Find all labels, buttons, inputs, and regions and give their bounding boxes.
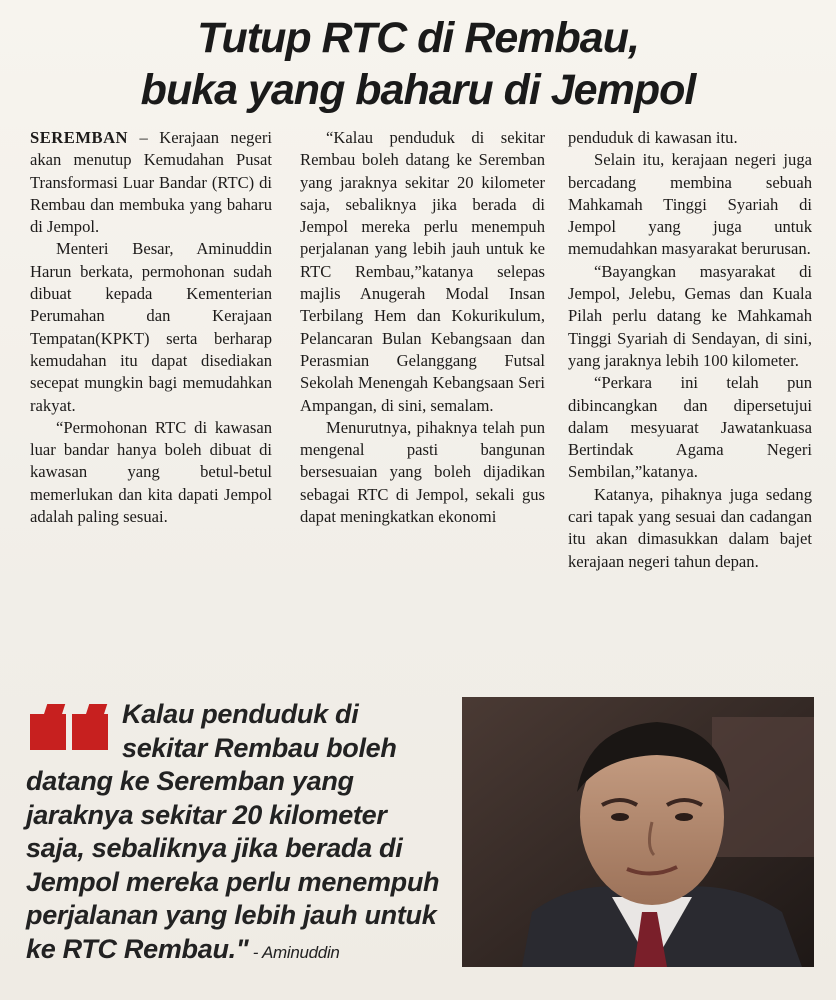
portrait-illustration	[462, 697, 814, 967]
article-body	[30, 127, 810, 677]
pull-quote	[26, 690, 496, 980]
portrait-photo	[462, 697, 814, 967]
paragraph: Selain itu, kerajaan negeri juga bercadang membina sebuah Mahkamah Tinggi Syariah di Jempol yang juga untuk memudahkan masyarakat berurusan.	[568, 150, 812, 259]
headline-line-1: Tutup RTC di Rembau,	[197, 14, 639, 62]
paragraph-text: – Kerajaan negeri akan menutup Kemudahan Pusat Transformasi Luar Bandar (RTC) di Rembau dan membuka yang baharu di Jempol.	[30, 128, 272, 237]
quote-attribution: - Aminuddin	[248, 942, 340, 962]
paragraph: penduduk di kawasan itu.	[568, 128, 738, 147]
paragraph: Menurutnya, pihaknya telah pun mengenal pasti bangunan bersesuaian yang boleh dijadikan sebagai RTC di Jempol, sekali gus dapat meningkatkan ekonomi	[300, 417, 545, 527]
pull-quote-line: Kalau penduduk di	[122, 699, 359, 729]
paragraph: “Perkara ini telah pun dibincangkan dan dipersetujui dalam mesyuarat Jawatankuasa Bertindak Agama Negeri Sembilan,”katanya.	[568, 373, 812, 482]
paragraph: Menteri Besar, Aminuddin Harun berkata, permohonan sudah dibuat kepada Kementerian Perumahan dan Kerajaan Tempatan(KPKT) serta berharap kemudahan itu dapat disediakan secepat mungkin bagi memudahkan rakyat.	[30, 239, 272, 415]
pull-quote-line: sekitar Rembau boleh	[122, 732, 397, 763]
paragraph: “Bayangkan masyarakat di Jempol, Jelebu, Gemas dan Kuala Pilah perlu datang ke Mahkamah Tinggi Syariah di Sendayan, di sini, yang jaraknya lebih 100 kilometer.	[568, 261, 812, 370]
pull-quote-line: datang ke Seremban yang	[26, 766, 354, 796]
pull-quote-last-line	[26, 933, 494, 970]
article-column-3	[568, 127, 812, 573]
dateline: SEREMBAN	[30, 128, 129, 147]
article-column-2	[300, 127, 545, 528]
pull-quote-text	[26, 698, 494, 969]
article-column-1	[30, 127, 272, 528]
headline-line-2: buka yang baharu di Jempol	[140, 66, 696, 114]
paragraph: “Permohonan RTC di kawasan luar bandar hanya boleh dibuat di kawasan yang betul-betul memerlukan dan kita dapati Jempol adalah paling sesuai.	[30, 417, 272, 527]
pull-quote-line: perjalanan yang lebih jauh untuk	[26, 900, 437, 930]
pull-quote-line: jaraknya sekitar 20 kilometer	[26, 799, 387, 830]
headline	[0, 12, 836, 116]
paragraph: “Kalau penduduk di sekitar Rembau boleh datang ke Seremban yang jaraknya sekitar 20 kilometer saja, sebaliknya jika berada di Jempol mereka perlu menempuh perjalanan yang lebih jauh untuk ke RTC Rembau,”katanya selepas majlis Anugerah Modal Insan Terbilang Hem dan Kokurikulum, Pelancaran Bulan Kebangsaan dan Perasmian Gelanggang Futsal Sekolah Menengah Kebangsaan Seri Ampangan, di sini, semalam.	[300, 128, 545, 415]
paragraph: Katanya, pihaknya juga sedang cari tapak yang sesuai dan cadangan itu akan dimasukkan dalam bajet kerajaan negeri tahun depan.	[568, 484, 812, 571]
pull-quote-line: saja, sebaliknya jika berada di	[26, 833, 403, 863]
pull-quote-line: Jempol mereka perlu menempuh	[26, 866, 440, 897]
paragraph	[30, 127, 272, 238]
pull-quote-line: ke RTC Rembau."	[26, 933, 249, 964]
